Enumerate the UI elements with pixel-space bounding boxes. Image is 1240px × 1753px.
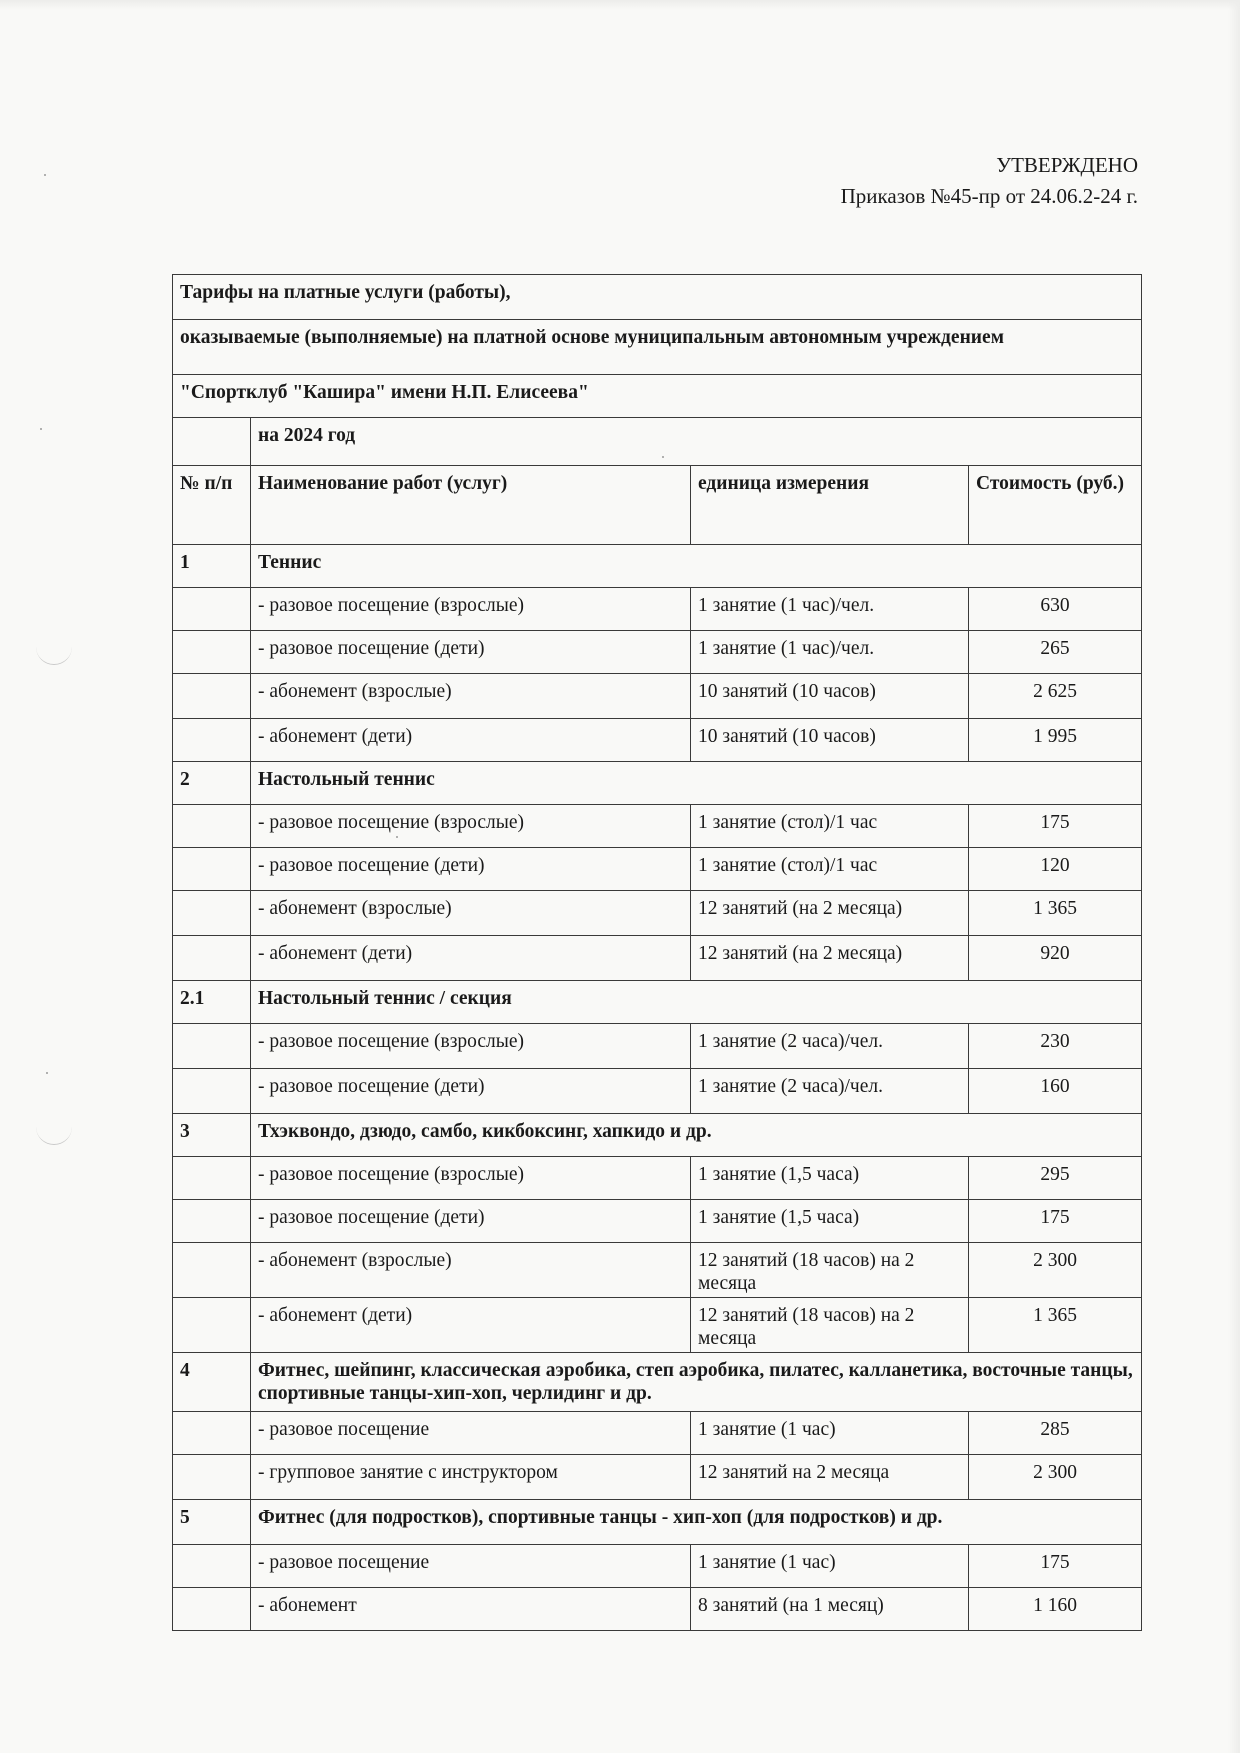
unit-of-measure: 1 занятие (1,5 часа) <box>691 1157 969 1200</box>
punch-hole-mark <box>36 1108 72 1145</box>
year-label: на 2024 год <box>251 418 1142 466</box>
table-row <box>173 848 1142 891</box>
unit-of-measure: 1 занятие (1,5 часа) <box>691 1200 969 1243</box>
row-number-cell <box>173 1298 251 1353</box>
service-name: - абонемент (дети) <box>251 719 691 762</box>
year-spacer-cell <box>173 418 251 466</box>
section-number: 1 <box>173 545 251 588</box>
unit-of-measure: 12 занятий (18 часов) на 2 месяца <box>691 1298 969 1353</box>
price-value: 920 <box>969 936 1142 981</box>
service-name: - абонемент <box>251 1588 691 1631</box>
table-row <box>173 1069 1142 1114</box>
price-value: 160 <box>969 1069 1142 1114</box>
row-number-cell <box>173 1069 251 1114</box>
section-number: 2.1 <box>173 981 251 1024</box>
approval-order: Приказов №45-пр от 24.06.2-24 г. <box>840 184 1138 208</box>
service-name: - разовое посещение (взрослые) <box>251 1157 691 1200</box>
unit-of-measure: 1 занятие (1 час)/чел. <box>691 631 969 674</box>
service-name: - групповое занятие с инструктором <box>251 1455 691 1500</box>
approval-block <box>841 150 1138 212</box>
table-row <box>173 805 1142 848</box>
service-name: - разовое посещение (взрослые) <box>251 1024 691 1069</box>
table-row <box>173 1298 1142 1353</box>
section-row <box>173 1500 1142 1545</box>
unit-of-measure: 1 занятие (стол)/1 час <box>691 805 969 848</box>
table-row <box>173 936 1142 981</box>
section-number: 3 <box>173 1114 251 1157</box>
service-name: - абонемент (дети) <box>251 1298 691 1353</box>
unit-of-measure: 1 занятие (стол)/1 час <box>691 848 969 891</box>
row-number-cell <box>173 719 251 762</box>
row-number-cell <box>173 1588 251 1631</box>
section-row <box>173 545 1142 588</box>
scan-speck <box>44 174 46 176</box>
row-number-cell <box>173 1157 251 1200</box>
service-name: - абонемент (дети) <box>251 936 691 981</box>
row-number-cell <box>173 805 251 848</box>
header-row-year <box>173 418 1142 466</box>
service-name: - разовое посещение (взрослые) <box>251 805 691 848</box>
price-value: 2 300 <box>969 1455 1142 1500</box>
row-number-cell <box>173 588 251 631</box>
row-number-cell <box>173 1200 251 1243</box>
section-number: 5 <box>173 1500 251 1545</box>
section-title: Настольный теннис / секция <box>251 981 1142 1024</box>
unit-of-measure: 1 занятие (1 час)/чел. <box>691 588 969 631</box>
service-name: - разовое посещение (взрослые) <box>251 588 691 631</box>
table-row <box>173 891 1142 936</box>
row-number-cell <box>173 936 251 981</box>
table-title: Тарифы на платные услуги (работы), <box>173 275 1142 320</box>
column-header-row <box>173 466 1142 545</box>
punch-hole-mark <box>36 628 72 665</box>
section-number: 4 <box>173 1353 251 1412</box>
approval-title: УТВЕРЖДЕНО <box>996 153 1138 177</box>
unit-of-measure: 10 занятий (10 часов) <box>691 674 969 719</box>
service-name: - разовое посещение (дети) <box>251 848 691 891</box>
table-subtitle: оказываемые (выполняемые) на платной основе муниципальным автономным учреждением <box>173 320 1142 375</box>
section-row <box>173 762 1142 805</box>
unit-of-measure: 12 занятий (18 часов) на 2 месяца <box>691 1243 969 1298</box>
unit-of-measure: 1 занятие (2 часа)/чел. <box>691 1024 969 1069</box>
section-title: Теннис <box>251 545 1142 588</box>
section-title: Настольный теннис <box>251 762 1142 805</box>
section-title: Тхэквондо, дзюдо, самбо, кикбоксинг, хапкидо и др. <box>251 1114 1142 1157</box>
column-header-price: Стоимость (руб.) <box>969 466 1142 545</box>
column-header-name: Наименование работ (услуг) <box>251 466 691 545</box>
price-value: 1 365 <box>969 891 1142 936</box>
unit-of-measure: 1 занятие (1 час) <box>691 1545 969 1588</box>
price-value: 285 <box>969 1412 1142 1455</box>
price-value: 175 <box>969 1200 1142 1243</box>
table-row <box>173 1455 1142 1500</box>
table-row <box>173 674 1142 719</box>
header-row-organization <box>173 375 1142 418</box>
table-row <box>173 588 1142 631</box>
unit-of-measure: 1 занятие (2 часа)/чел. <box>691 1069 969 1114</box>
table-row <box>173 719 1142 762</box>
price-value: 295 <box>969 1157 1142 1200</box>
price-value: 1 995 <box>969 719 1142 762</box>
row-number-cell <box>173 1412 251 1455</box>
table-row <box>173 631 1142 674</box>
unit-of-measure: 8 занятий (на 1 месяц) <box>691 1588 969 1631</box>
service-name: - абонемент (взрослые) <box>251 891 691 936</box>
unit-of-measure: 1 занятие (1 час) <box>691 1412 969 1455</box>
unit-of-measure: 12 занятий на 2 месяца <box>691 1455 969 1500</box>
table-row <box>173 1545 1142 1588</box>
scan-edge-top <box>0 0 1240 10</box>
price-value: 2 625 <box>969 674 1142 719</box>
row-number-cell <box>173 631 251 674</box>
scan-speck <box>40 428 42 430</box>
section-number: 2 <box>173 762 251 805</box>
organization-name: "Спортклуб "Кашира" имени Н.П. Елисеева" <box>173 375 1142 418</box>
price-value: 265 <box>969 631 1142 674</box>
unit-of-measure: 10 занятий (10 часов) <box>691 719 969 762</box>
table-row <box>173 1157 1142 1200</box>
price-value: 175 <box>969 805 1142 848</box>
column-header-unit: единица измерения <box>691 466 969 545</box>
header-row-title <box>173 275 1142 320</box>
section-row <box>173 981 1142 1024</box>
unit-of-measure: 12 занятий (на 2 месяца) <box>691 891 969 936</box>
table-row <box>173 1412 1142 1455</box>
service-name: - разовое посещение (дети) <box>251 631 691 674</box>
price-value: 230 <box>969 1024 1142 1069</box>
section-title: Фитнес (для подростков), спортивные танцы - хип-хоп (для подростков) и др. <box>251 1500 1142 1545</box>
row-number-cell <box>173 1455 251 1500</box>
price-value: 120 <box>969 848 1142 891</box>
unit-of-measure: 12 занятий (на 2 месяца) <box>691 936 969 981</box>
section-row <box>173 1353 1142 1412</box>
table-row <box>173 1588 1142 1631</box>
scan-edge-right <box>1228 0 1240 1753</box>
row-number-cell <box>173 1024 251 1069</box>
service-name: - разовое посещение (дети) <box>251 1200 691 1243</box>
price-value: 1 160 <box>969 1588 1142 1631</box>
row-number-cell <box>173 1545 251 1588</box>
tariffs-table <box>172 274 1142 1631</box>
row-number-cell <box>173 1243 251 1298</box>
price-value: 2 300 <box>969 1243 1142 1298</box>
row-number-cell <box>173 674 251 719</box>
row-number-cell <box>173 848 251 891</box>
section-row <box>173 1114 1142 1157</box>
row-number-cell <box>173 891 251 936</box>
table-row <box>173 1243 1142 1298</box>
table-row <box>173 1024 1142 1069</box>
column-header-num: № п/п <box>173 466 251 545</box>
service-name: - разовое посещение <box>251 1412 691 1455</box>
price-value: 1 365 <box>969 1298 1142 1353</box>
service-name: - абонемент (взрослые) <box>251 1243 691 1298</box>
service-name: - разовое посещение (дети) <box>251 1069 691 1114</box>
service-name: - абонемент (взрослые) <box>251 674 691 719</box>
table-row <box>173 1200 1142 1243</box>
section-title: Фитнес, шейпинг, классическая аэробика, степ аэробика, пилатес, калланетика, восточные танцы, спортивные танцы-хип-хоп, черлидинг и др. <box>251 1353 1142 1412</box>
price-value: 175 <box>969 1545 1142 1588</box>
header-row-subtitle <box>173 320 1142 375</box>
tariffs-table-body <box>173 275 1142 1631</box>
scan-speck <box>46 1072 48 1074</box>
service-name: - разовое посещение <box>251 1545 691 1588</box>
price-value: 630 <box>969 588 1142 631</box>
